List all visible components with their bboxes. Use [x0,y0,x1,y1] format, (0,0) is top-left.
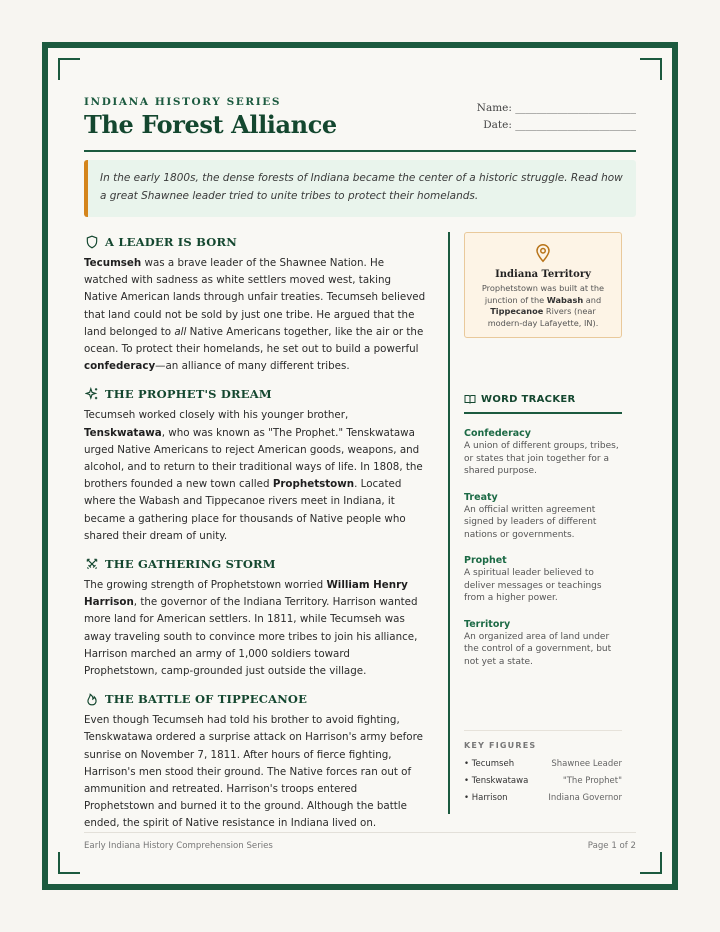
section-title: THE BATTLE OF TIPPECANOE [105,692,308,707]
passage-text: all [174,325,187,338]
section-title: THE GATHERING STORM [105,557,276,572]
key-figure-role: Indiana Governor [548,793,622,803]
key-term: Tecumseh [84,257,142,269]
map-card [464,232,622,338]
passage-text: . Located where the Wabash and Tippecanoe rivers meet in Indiana, it became a gathering place for thousands of Native people who shared their dream of unity. [84,478,406,542]
key-term: Tenskwatawa [84,426,162,439]
word-tracker-list [464,427,622,668]
section-title: THE PROPHET'S DREAM [105,387,272,402]
page-number: Page 1 of 2 [587,841,636,851]
word-tracker-header [464,392,622,414]
vocab-term: Territory [464,618,511,630]
date-field[interactable]: Date: _______________________ [483,119,636,131]
key-term: Tippecanoe [490,306,544,316]
passage-text: was a brave leader of the Shawnee Nation. He watched with sadness as white settlers moved west, taking Native American lands through unfair treaties. Tecumseh believed that land could not be sold by just one tribe. He argued that the land belonged to [84,257,426,338]
passage-text: —an alliance of many different tribes. [155,360,350,373]
key-figures-title: KEY FIGURES [464,741,537,750]
section-paragraph [84,712,426,832]
word-tracker-title: WORD TRACKER [481,393,576,405]
key-figure-name: • Tecumseh [464,759,515,769]
page-title: The Forest Alliance [84,110,337,139]
section-paragraph [84,577,426,680]
key-figure-row [464,756,622,773]
key-figures [464,730,622,807]
key-term: Wabash [546,294,584,305]
passage-text: Native Americans together, like the air or the ocean. To protect their homelands, he set out to build a powerful [84,325,424,356]
section-paragraph [84,255,426,375]
section-title: A LEADER IS BORN [105,235,237,249]
passage-text: Even though Tecumseh had told his brother to avoid fighting, Tenskwatawa ordered a surprise attack on Harrison's army before sunrise on November 7, 1811. After hours of fierce fighting, Harrison's men stood their ground. The Native forces ran out of ammunition and retreated. Harrison's troops entered Prophetstown and burned it to the ground. Although the battle ended, the spirit of Native resistance in Indiana lived on. [84,714,423,830]
passage-text: The growing strength of Prophetstown worried [84,579,327,592]
vocab-definition: An organized area of land under the control of a government, but not yet a state. [464,631,612,667]
key-term: confederacy [84,360,156,373]
page-footer [84,832,636,851]
passage-text: Tecumseh worked closely with his younger brother, [84,409,349,422]
vocab-entry [464,554,622,605]
vocab-entry [464,618,622,669]
vocab-definition: A union of different groups, tribes, or states that join together for a shared purpose. [464,441,619,476]
section-paragraph [84,407,426,545]
passage-text: , the governor of the Indiana Territory. Harrison wanted more land for American settlers. In 1811, while Tecumseh was away traveling south to convince more tribes to join his alliance, Harrison marched an army of 1,000 soldiers toward Prophetstown, camp-grounded just outside the village. [84,596,418,678]
passage-text: Prophetstown was built at the junction of the [481,283,605,305]
vocab-definition: A spiritual leader believed to deliver messages or teachings from a higher power. [464,568,602,603]
corner-ornament [58,58,80,80]
vocab-definition: An official written agreement signed by leaders of different nations or governments. [464,504,597,540]
section-heading [84,689,426,709]
corner-ornament [58,852,80,874]
vocab-term: Treaty [464,491,498,503]
reading-passage [84,232,426,842]
column-divider [448,232,450,814]
vocab-entry [464,427,622,478]
map-card-text [465,283,621,329]
passage-text: , who was known as "The Prophet." Tenskwatawa urged Native Americans to reject American goods, weapons, and alcohol, and to return to their traditional ways of life. In 1808, the brothers founded a new town called [84,426,423,491]
key-figure-role: Shawnee Leader [551,759,622,769]
vocab-entry [464,491,622,542]
name-date-fields [477,100,636,134]
corner-ornament [640,852,662,874]
sparkle-icon [84,387,99,402]
passage-text: Rivers (near modern-day Lafayette, IN). [487,306,599,328]
section-heading [84,554,426,574]
key-term: William Henry Harrison [84,579,408,609]
key-figure-row [464,790,622,807]
map-pin-icon [465,243,621,267]
vocab-term: Confederacy [464,428,532,439]
corner-ornament [640,58,662,80]
name-field[interactable]: Name: _______________________ [476,102,636,114]
section-heading [84,384,426,404]
footer-series: Early Indiana History Comprehension Series [84,841,273,851]
book-icon [464,393,476,405]
key-term: Prophetstown [272,478,355,491]
key-figure-name: • Harrison [464,793,508,803]
map-card-title: Indiana Territory [495,269,591,280]
series-label: INDIANA HISTORY SERIES [84,96,282,108]
key-figure-role: "The Prophet" [562,776,622,786]
key-figure-row [464,773,622,790]
intro-callout: In the early 1800s, the dense forests of Indiana became the center of a historic struggle. Read how a great Shawnee leader tried to unite tribes to protect their homelands. [84,160,636,217]
passage-text: and [583,294,602,305]
vocab-term: Prophet [464,555,507,566]
worksheet-header [84,90,636,152]
shield-icon [84,235,99,250]
flame-icon [84,692,99,707]
crossed-swords-icon [84,557,99,572]
key-figure-name: • Tenskwatawa [464,776,529,786]
section-heading [84,232,426,252]
sidebar [464,232,622,668]
page-frame [42,42,678,890]
